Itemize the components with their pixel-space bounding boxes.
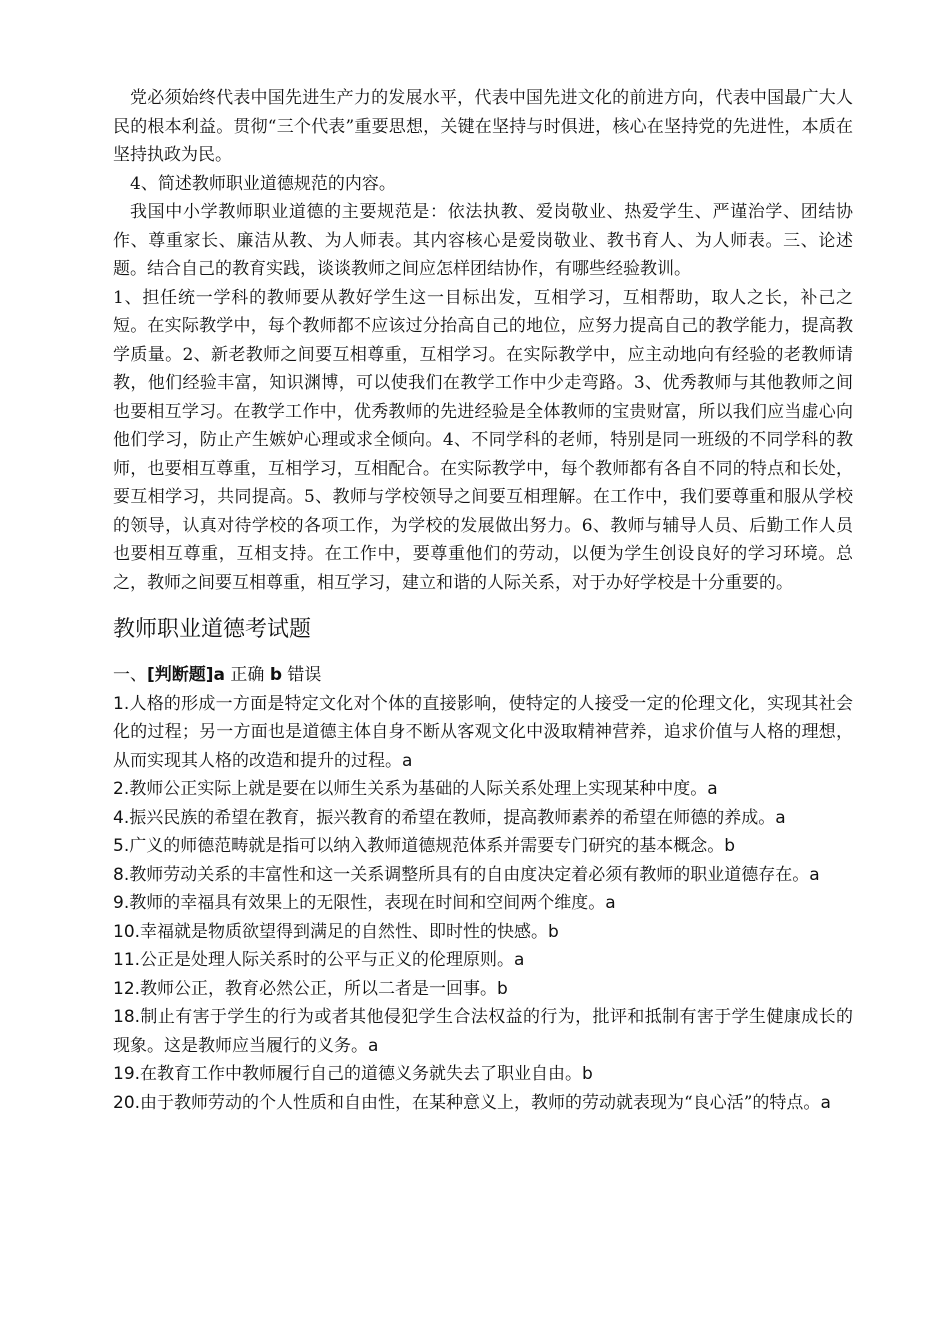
question-text: 人格的形成一方面是特定文化对个体的直接影响，使特定的人接受一定的伦理文化，实现其社会化的过程；另一方面也是道德主体自身不断从客观文化中汲取精神营养，追求价值与人格的理想，从而实现其人格的改造和提升的过程。 <box>113 693 853 771</box>
question-answer: a <box>402 750 413 771</box>
question-item <box>113 1089 853 1118</box>
question-item <box>113 946 853 975</box>
exam-title: 教师职业道德考试题 <box>113 617 312 642</box>
question-text: 在教育工作中教师履行自己的道德义务就失去了职业自由。 <box>140 1064 583 1084</box>
question-number: 18. <box>113 1007 141 1027</box>
paragraph-three-represents: 党必须始终代表中国先进生产力的发展水平，代表中国先进文化的前进方向，代表中国最广大人民的根本利益。贯彻“三个代表”重要思想，关键在坚持与时俱进，核心在坚持党的先进性，本质在坚持执政为民。 <box>113 88 853 165</box>
question-answer: a <box>368 1035 379 1056</box>
question-text: 幸福就是物质欲望得到满足的自然性、即时性的快感。 <box>140 921 549 942</box>
section-correct-text: 正确 <box>225 665 270 685</box>
question-item <box>113 889 853 918</box>
question-number: 20. <box>113 1092 141 1113</box>
question-item <box>113 804 853 833</box>
question-text: 教师劳动关系的丰富性和这一关系调整所具有的自由度决定着必须有教师的职业道德存在。 <box>129 864 810 885</box>
question-number: 1. <box>113 693 130 714</box>
question-item <box>113 690 853 776</box>
section-prefix: 一、 <box>113 665 147 685</box>
question-text: 教师公正实际上就是要在以师生关系为基础的人际关系处理上实现某种中度。 <box>129 779 708 799</box>
question-answer: a <box>707 779 718 799</box>
question-answer: b <box>582 1064 593 1084</box>
question-answer: a <box>809 864 820 885</box>
question-item <box>113 861 853 890</box>
question-text: 振兴民族的希望在教育，振兴教育的希望在教师，提高教师素养的希望在师德的养成。 <box>129 807 776 828</box>
paragraph-teacher-ethics-norms: 我国中小学教师职业道德的主要规范是：依法执教、爱岗敬业、热爱学生、严谨治学、团结协作、尊重家长、廉洁从教、为人师表。其内容核心是爱岗敬业、教书育人、为人师表。三、论述题。结合自己的教育实践，谈谈教师之间应怎样团结协作，有哪些经验教训。 <box>113 202 853 279</box>
question-text: 教师的幸福具有效果上的无限性，表现在时间和空间两个维度。 <box>129 893 606 913</box>
section-b-label: b <box>269 665 282 685</box>
question-answer: b <box>497 978 508 999</box>
question-text: 教师公正，教育必然公正，所以二者是一回事。 <box>140 978 498 999</box>
question-number: 10. <box>113 921 141 942</box>
question-item <box>113 1003 853 1060</box>
paragraph-teacher-cooperation: 1、担任统一学科的教师要从教好学生这一目标出发，互相学习，互相帮助，取人之长，补己之短。在实际教学中，每个教师都不应该过分抬高自己的地位，应努力提高自己的教学能力，提高教学质量。2、新老教师之间要互相尊重，互相学习。在实际教学中，应主动地向有经验的老教师请教，他们经验丰富，知识渊博，可以使我们在教学工作中少走弯路。3、优秀教师与其他教师之间也要相互学习。在教学工作中，优秀教师的先进经验是全体教师的宝贵财富，所以我们应当虚心向他们学习，防止产生嫉妒心理或求全倾向。4、不同学科的老师，特别是同一班级的不同学科的教师，也要相互尊重，互相学习，互相配合。在实际教学中，每个教师都有各自不同的特点和长处，要互相学习，共同提高。5、教师与学校领导之间要互相理解。在工作中，我们要尊重和服从学校的领导，认真对待学校的各项工作，为学校的发展做出努力。6、教师与辅导人员、后勤工作人员也要相互尊重，互相支持。在工作中，要尊重他们的劳动，以便为学生创设良好的学习环境。总之，教师之间要互相尊重，相互学习，建立和谐的人际关系，对于办好学校是十分重要的。 <box>113 287 853 593</box>
question-text: 由于教师劳动的个人性质和自由性，在某种意义上，教师的劳动就表现为“良心活”的特点。 <box>140 1092 821 1113</box>
section-heading-true-false <box>113 661 853 690</box>
question-text: 广义的师德范畴就是指可以纳入教师道德规范体系并需要专门研究的基本概念。 <box>129 836 725 856</box>
question-number: 5. <box>113 836 130 856</box>
question-item <box>113 832 853 861</box>
question-number: 19. <box>113 1064 141 1084</box>
question-answer: a <box>605 893 616 913</box>
question-number: 4. <box>113 807 130 828</box>
question-answer: b <box>548 921 559 942</box>
question-item <box>113 918 853 947</box>
spacer <box>113 597 853 615</box>
question-item <box>113 1060 853 1089</box>
question-answer: a <box>775 807 786 828</box>
question-item <box>113 775 853 804</box>
question-number: 11. <box>113 950 141 970</box>
question-answer: b <box>724 836 736 856</box>
question-number: 12. <box>113 978 141 999</box>
question-list <box>113 690 853 1118</box>
question-answer: a <box>820 1092 831 1113</box>
section-label: [判断题]a <box>147 665 226 685</box>
question-text: 制止有害于学生的行为或者其他侵犯学生合法权益的行为，批评和抵制有害于学生健康成长的现象。这是教师应当履行的义务。 <box>113 1007 853 1056</box>
question-number: 8. <box>113 864 130 885</box>
question-4: 4、简述教师职业道德规范的内容。 <box>130 173 396 194</box>
question-number: 2. <box>113 779 130 799</box>
question-answer: a <box>514 950 525 970</box>
question-item <box>113 975 853 1004</box>
document-page <box>113 84 853 1117</box>
question-text: 公正是处理人际关系时的公平与正义的伦理原则。 <box>140 950 515 970</box>
section-wrong-text: 错误 <box>282 665 322 685</box>
question-number: 9. <box>113 893 130 913</box>
